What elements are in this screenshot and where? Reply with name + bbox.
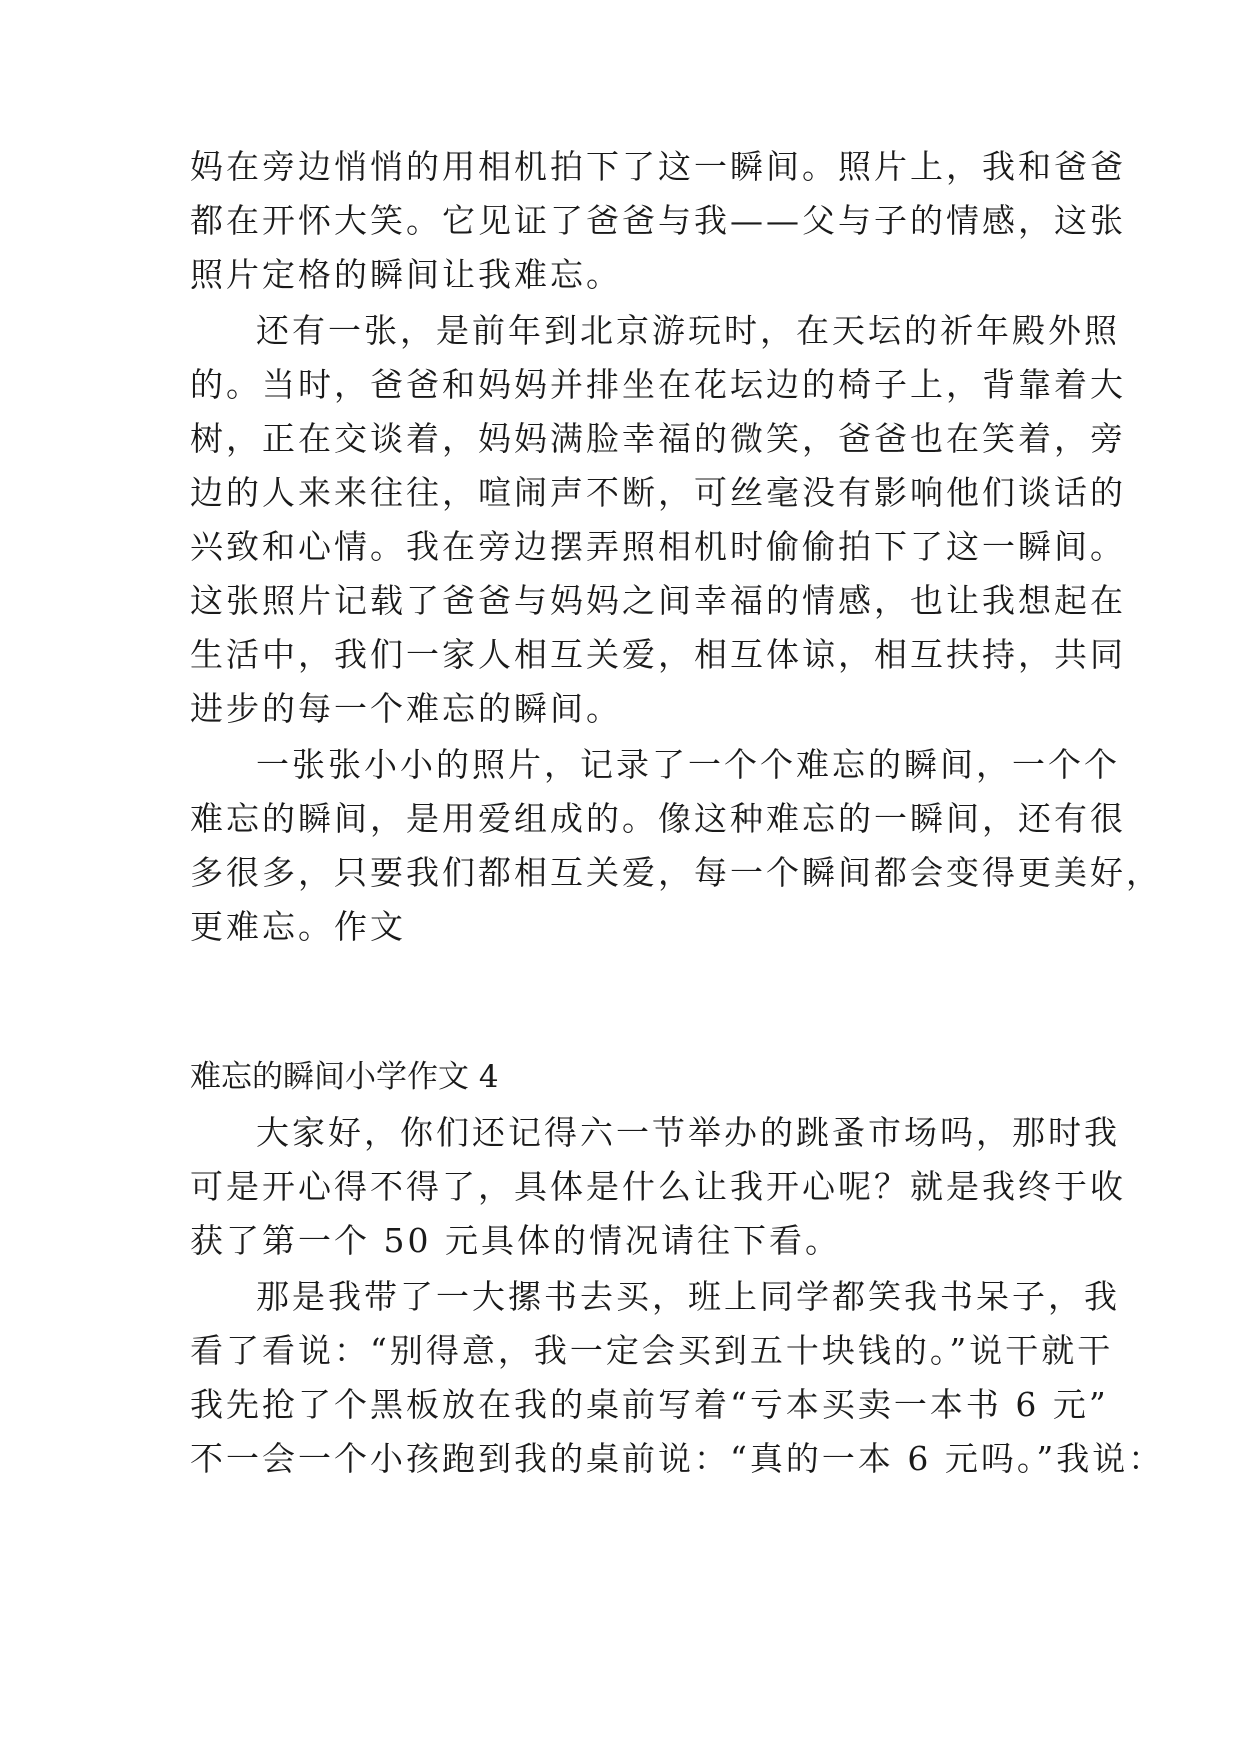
- paragraph-line: 生活中，我们一家人相互关爱，相互体谅，相互扶持，共同: [190, 635, 1126, 674]
- paragraph-line: 获了第一个 50 元具体的情况请往下看。: [190, 1221, 841, 1260]
- paragraph-line: 我先抢了个黑板放在我的桌前写着“亏本买卖一本书 6 元”: [190, 1385, 1109, 1424]
- paragraph-line: 那是我带了一大摞书去买，班上同学都笑我书呆子，我: [256, 1277, 1120, 1316]
- paragraph-line: 可是开心得不得了，具体是什么让我开心呢？就是我终于收: [190, 1167, 1126, 1206]
- paragraph-line: 进步的每一个难忘的瞬间。: [190, 689, 622, 728]
- paragraph-line: 一张张小小的照片，记录了一个个难忘的瞬间，一个个: [256, 745, 1120, 784]
- paragraph-line: 的。当时，爸爸和妈妈并排坐在花坛边的椅子上，背靠着大: [190, 365, 1126, 404]
- paragraph-line: 看了看说：“别得意，我一定会买到五十块钱的。”说干就干: [190, 1331, 1114, 1370]
- paragraph-line: 多很多，只要我们都相互关爱，每一个瞬间都会变得更美好，: [190, 853, 1162, 892]
- paragraph-line: 都在开怀大笑。它见证了爸爸与我——父与子的情感，这张: [190, 201, 1126, 240]
- paragraph-line: 妈在旁边悄悄的用相机拍下了这一瞬间。照片上，我和爸爸: [190, 147, 1126, 186]
- paragraph-line: 不一会一个小孩跑到我的桌前说：“真的一本 6 元吗。”我说：: [190, 1439, 1165, 1478]
- section-title: 难忘的瞬间小学作文 4: [190, 1059, 499, 1095]
- paragraph-line: 难忘的瞬间，是用爱组成的。像这种难忘的一瞬间，还有很: [190, 799, 1126, 838]
- paragraph-line: 更难忘。作文: [190, 907, 406, 946]
- paragraph-line: 照片定格的瞬间让我难忘。: [190, 255, 622, 294]
- paragraph-line: 这张照片记载了爸爸与妈妈之间幸福的情感，也让我想起在: [190, 581, 1126, 620]
- paragraph-line: 树，正在交谈着，妈妈满脸幸福的微笑，爸爸也在笑着，旁: [190, 419, 1126, 458]
- paragraph-line: 大家好，你们还记得六一节举办的跳蚤市场吗，那时我: [256, 1113, 1120, 1152]
- paragraph-line: 边的人来来往往，喧闹声不断，可丝毫没有影响他们谈话的: [190, 473, 1126, 512]
- paragraph-line: 还有一张，是前年到北京游玩时，在天坛的祈年殿外照: [256, 311, 1120, 350]
- paragraph-line: 兴致和心情。我在旁边摆弄照相机时偷偷拍下了这一瞬间。: [190, 527, 1126, 566]
